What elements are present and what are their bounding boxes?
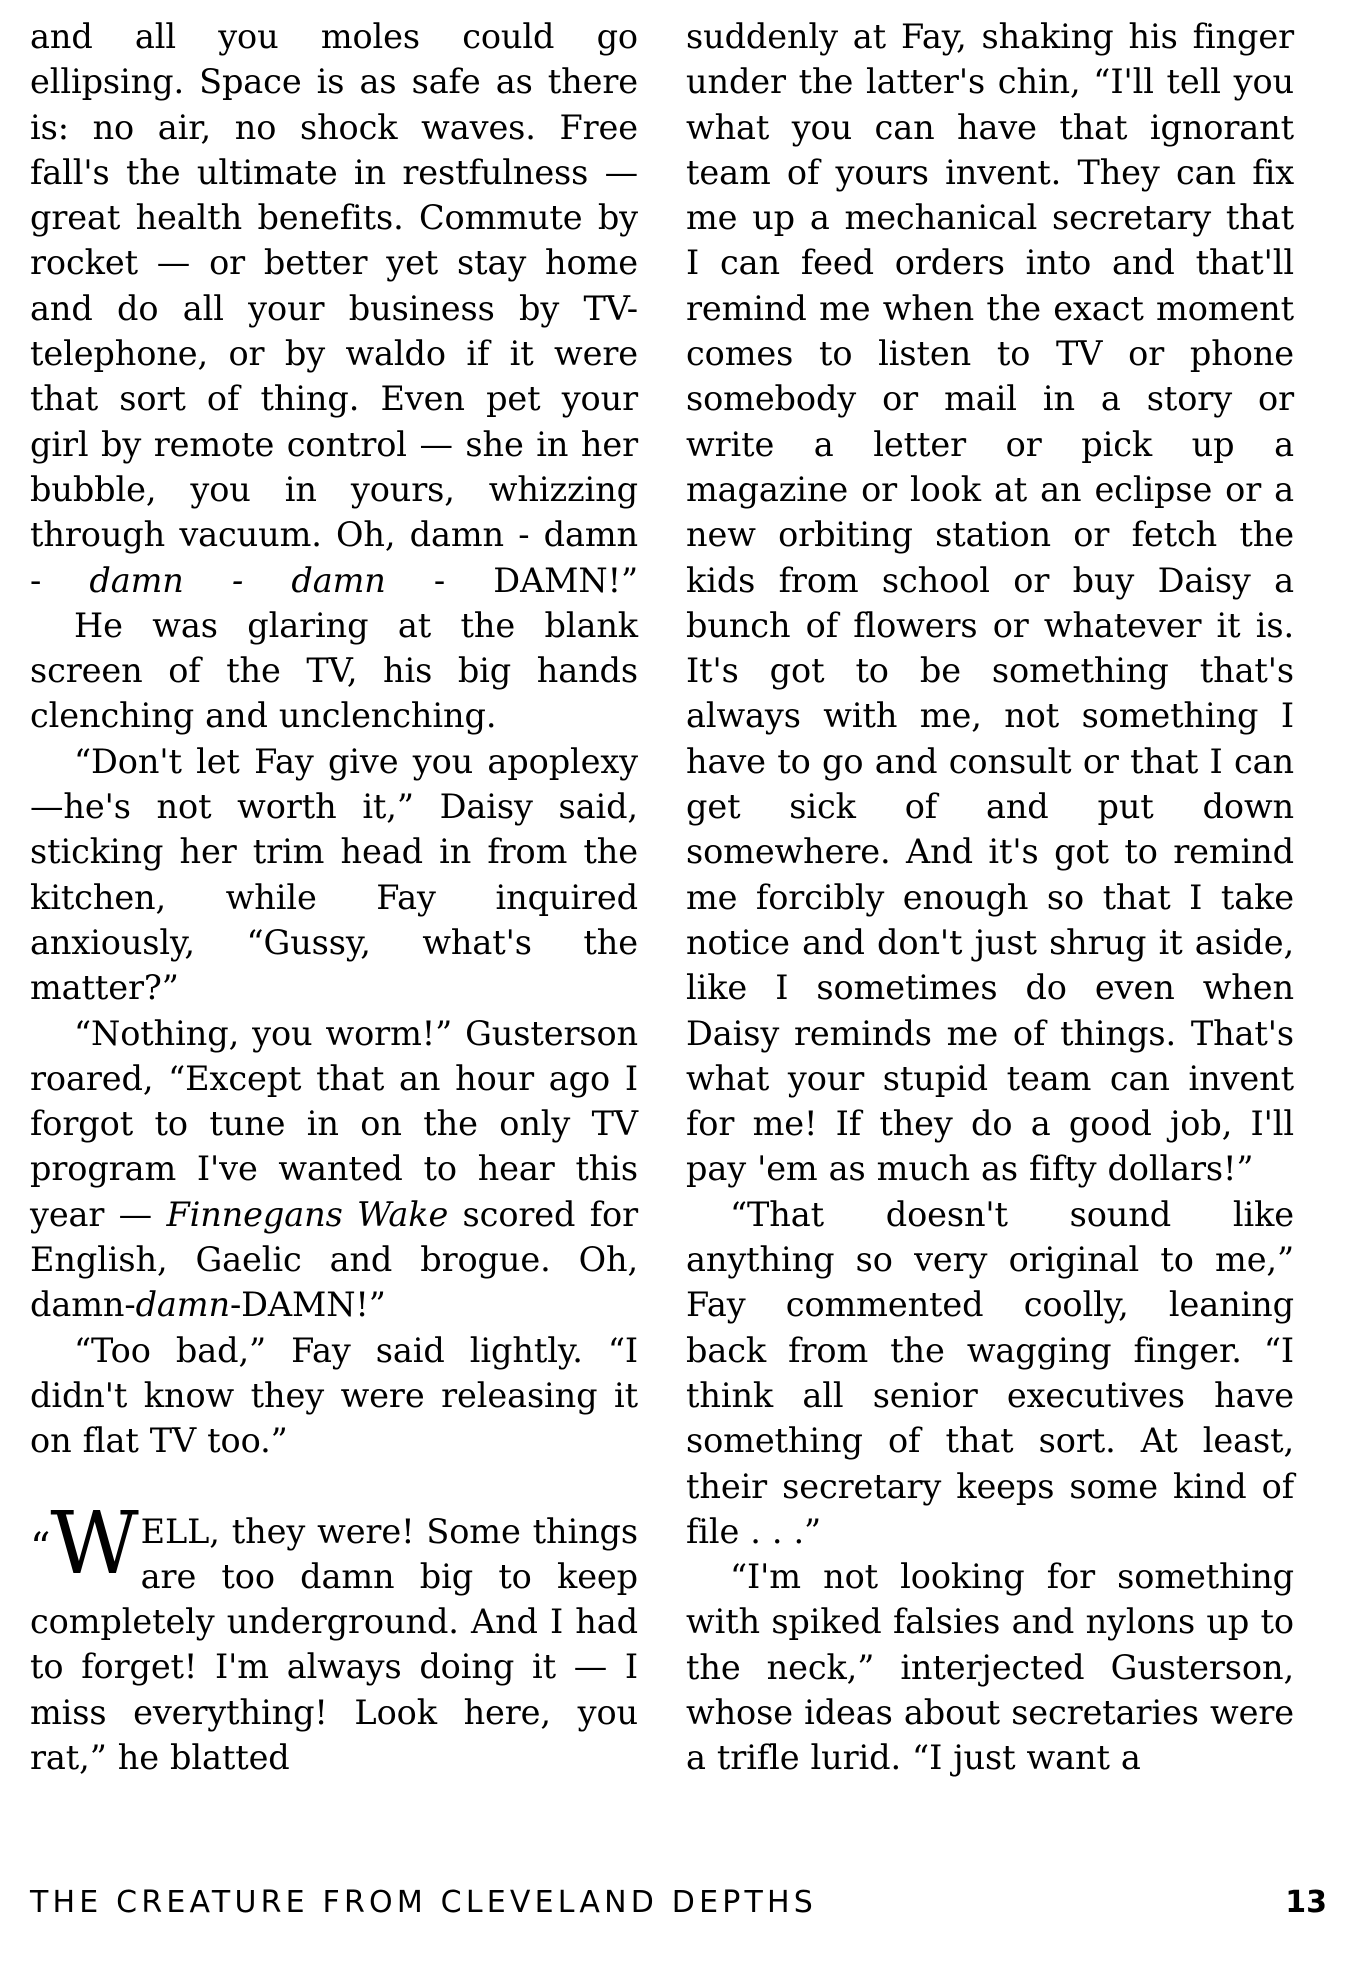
paragraph-text: -DAMN!” [229, 1285, 386, 1325]
paragraph-text-italic: damn - damn [89, 560, 386, 600]
text-columns [30, 14, 1327, 1804]
dropcap-group [30, 1493, 139, 1594]
paragraph-text: - DAMN!” [385, 560, 638, 600]
running-title: THE CREATURE FROM CLEVELAND DEPTHS [30, 1885, 818, 1920]
dropcap-letter: W [50, 1493, 139, 1594]
paragraph: “That doesn't sound like anything so very original to me,” Fay commented coolly, leaning back from the wagging finger. “I think all senior executives have something of that sort. At least, their secretary keeps some kind of file . . .” [686, 1194, 1294, 1551]
paragraph-text: they were! Some things are too damn big to keep completely underground. And I had to forget! I'm always doing it — I miss everything! Look here, you rat,” he blatted [30, 1511, 638, 1777]
page-footer [30, 1885, 1327, 1920]
paragraph-with-dropcap [30, 1493, 638, 1781]
paragraph: “Too bad,” Fay said lightly. “I didn't know they were releasing it on flat TV too.” [30, 1330, 638, 1461]
paragraph [30, 1011, 638, 1328]
paragraph-text: “Nothing, you worm!” Gusterson roared, “Except that an hour ago I forgot to tune in on the only TV program I've wanted to hear this year — [30, 1013, 638, 1234]
paragraph-text-italic: damn [135, 1285, 230, 1325]
paragraph-text-italic: Finnegans Wake [166, 1194, 449, 1234]
smallcaps-run: ELL, [140, 1511, 220, 1551]
paragraph [30, 14, 638, 603]
paragraph: “I'm not looking for something with spiked falsies and nylons up to the neck,” interjected Gusterson, whose ideas about secretaries were a trifle lurid. “I just want a [686, 1557, 1294, 1778]
paragraph-text: scored for English, Gaelic and brogue. Oh, damn- [30, 1194, 638, 1325]
paragraph: “Don't let Fay give you apoplexy—he's not worth it,” Daisy said, sticking her trim head in from the kitchen, while Fay inquired anxiously, “Gussy, what's the matter?” [30, 741, 638, 1008]
page-number: 13 [1285, 1885, 1327, 1920]
paragraph-text: and all you moles could go ellipsing. Space is as safe as there is: no air, no shock waves. Free fall's the ultimate in restfulness — great health benefits. Commute by rocket — or better yet stay home and do all your business by TV-telephone, or by waldo if it were that sort of thing. Even pet your girl by remote control — she in her bubble, you in yours, whizzing through vacuum. Oh, damn - damn - [30, 17, 638, 600]
paragraph: He was glaring at the blank screen of the TV, his big hands clenching and unclenching. [30, 605, 638, 736]
open-quote-glyph: “ [30, 1524, 51, 1571]
paragraph: suddenly at Fay, shaking his finger under the latter's chin, “I'll tell you what you can have that ignorant team of yours invent. They can fix me up a mechanical secretary that I can feed orders into and that'll remind me when the exact moment comes to listen to TV or phone somebody or mail in a story or write a letter or pick up a magazine or look at an eclipse or a new orbiting station or fetch the kids from school or buy Daisy a bunch of flowers or whatever it is. It's got to be something that's always with me, not something I have to go and consult or that I can get sick of and put down somewhere. And it's got to remind me forcibly enough so that I take notice and don't just shrug it aside, like I sometimes do even when Daisy reminds me of things. That's what your stupid team can invent for me! If they do a good job, I'll pay 'em as much as fifty dollars!” [686, 17, 1294, 1189]
right-column [686, 14, 1294, 1804]
left-column [30, 14, 638, 1804]
